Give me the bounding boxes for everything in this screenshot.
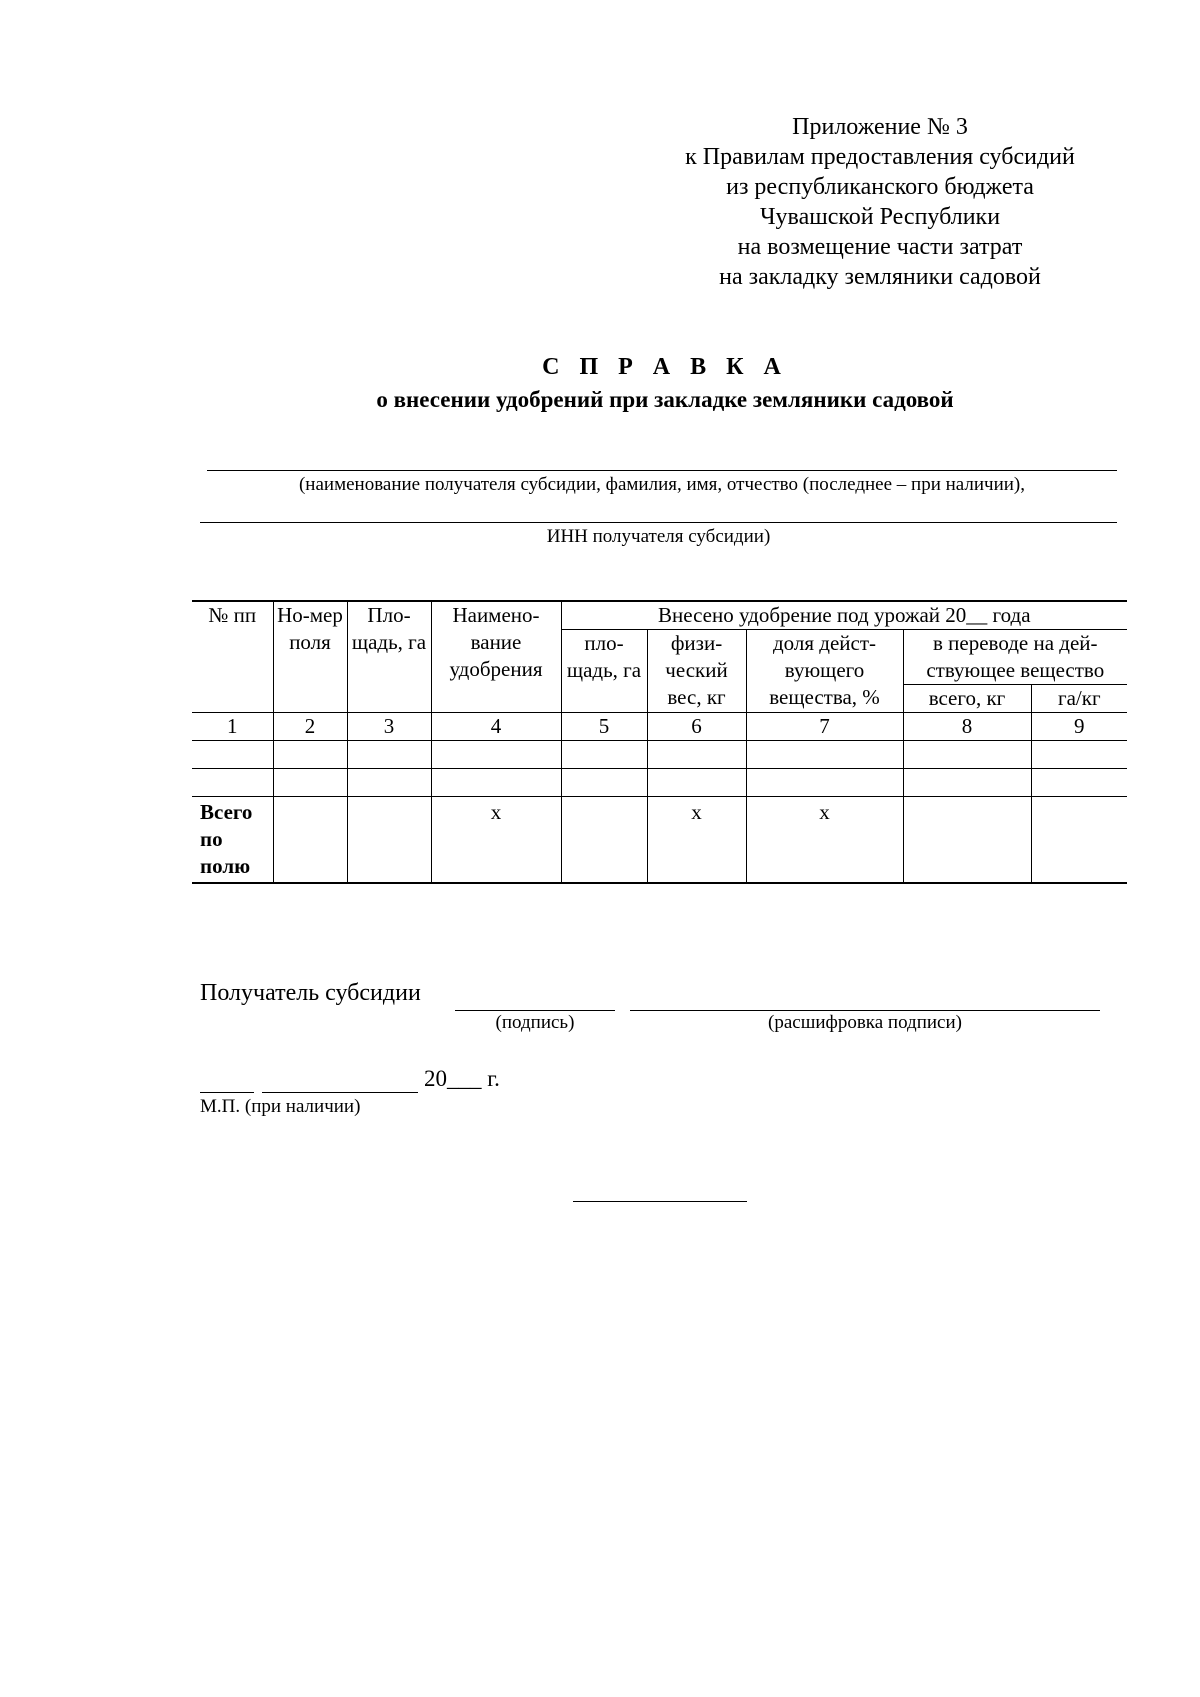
appendix-line: из республиканского бюджета	[726, 174, 1034, 200]
document-subtitle: о внесении удобрений при закладке земляники садовой	[376, 387, 954, 412]
appendix-line: к Правилам предоставления субсидий	[685, 144, 1075, 170]
table-cell[interactable]	[561, 769, 647, 797]
table-cell[interactable]	[903, 741, 1031, 769]
header-applied-area: пло-щадь, га	[561, 630, 647, 713]
column-number: 1	[192, 713, 273, 741]
total-row	[192, 797, 1127, 884]
signature-line[interactable]	[455, 1010, 615, 1011]
recipient-inn-line[interactable]	[200, 522, 1117, 523]
table-cell[interactable]	[192, 741, 273, 769]
total-cell-physical-weight: х	[647, 797, 746, 884]
header-fertilizer-name: Наимено-вание удобрения	[431, 601, 561, 713]
table-cell[interactable]	[561, 741, 647, 769]
column-number: 8	[903, 713, 1031, 741]
header-active-substance: в переводе на дей-ствующее вещество	[903, 630, 1127, 685]
table-row	[192, 741, 1127, 769]
appendix-line: Приложение № 3	[792, 114, 968, 140]
table-cell[interactable]	[1031, 769, 1127, 797]
table-cell[interactable]	[903, 769, 1031, 797]
header-physical-weight: физи-ческий вес, кг	[647, 630, 746, 713]
recipient-name-line[interactable]	[207, 470, 1117, 471]
appendix-block	[640, 112, 1120, 292]
table-cell[interactable]	[746, 769, 903, 797]
table-cell[interactable]	[347, 741, 431, 769]
recipient-signature-label: Получатель субсидии	[200, 980, 421, 1006]
table-cell[interactable]	[647, 769, 746, 797]
appendix-line: на закладку земляники садовой	[719, 264, 1041, 290]
total-cell-active-share: х	[746, 797, 903, 884]
table-cell[interactable]	[347, 797, 431, 884]
table-cell[interactable]	[431, 769, 561, 797]
table-cell[interactable]	[1031, 741, 1127, 769]
recipient-name-note: (наименование получателя субсидии, фамилия, имя, отчество (последнее – при наличии),	[298, 474, 1026, 495]
table-cell[interactable]	[273, 797, 347, 884]
footer-divider	[573, 1201, 747, 1202]
stamp-note: М.П. (при наличии)	[200, 1096, 361, 1117]
signature-note: (подпись)	[495, 1012, 575, 1033]
header-field: Но-мер поля	[273, 601, 347, 713]
date-month-line[interactable]	[262, 1092, 418, 1093]
table-cell[interactable]	[347, 769, 431, 797]
header-area: Пло-щадь, га	[347, 601, 431, 713]
document-title: С П Р А В К А	[542, 354, 788, 380]
column-number: 4	[431, 713, 561, 741]
column-number: 2	[273, 713, 347, 741]
table-cell[interactable]	[746, 741, 903, 769]
header-applied-group: Внесено удобрение под урожай 20__ года	[561, 601, 1127, 630]
table-cell[interactable]	[431, 741, 561, 769]
table-cell[interactable]	[192, 769, 273, 797]
table-cell[interactable]	[273, 741, 347, 769]
table-row	[192, 769, 1127, 797]
table-cell[interactable]	[273, 769, 347, 797]
table-cell[interactable]	[1031, 797, 1127, 884]
signature-decode-line[interactable]	[630, 1010, 1100, 1011]
table-cell[interactable]	[903, 797, 1031, 884]
date-year: 20___ г.	[424, 1066, 500, 1091]
column-number: 3	[347, 713, 431, 741]
header-ha-per-kg: га/кг	[1031, 685, 1127, 713]
column-number: 7	[746, 713, 903, 741]
column-number: 6	[647, 713, 746, 741]
header-active-share: доля дейст-вующего вещества, %	[746, 630, 903, 713]
header-num: № пп	[192, 601, 273, 713]
total-cell-fertilizer-name: х	[431, 797, 561, 884]
table-cell[interactable]	[561, 797, 647, 884]
header-total-kg: всего, кг	[903, 685, 1031, 713]
column-number: 9	[1031, 713, 1127, 741]
signature-decode-note: (расшифровка подписи)	[768, 1012, 962, 1033]
date-day-line[interactable]	[200, 1092, 254, 1093]
fertilizer-table	[192, 600, 1127, 884]
total-label: Всего по полю	[192, 797, 273, 884]
recipient-inn-note: ИНН получателя субсидии)	[546, 526, 771, 547]
appendix-line: на возмещение части затрат	[737, 234, 1023, 260]
column-number: 5	[561, 713, 647, 741]
table-cell[interactable]	[647, 741, 746, 769]
appendix-line: Чувашской Республики	[759, 204, 1001, 230]
